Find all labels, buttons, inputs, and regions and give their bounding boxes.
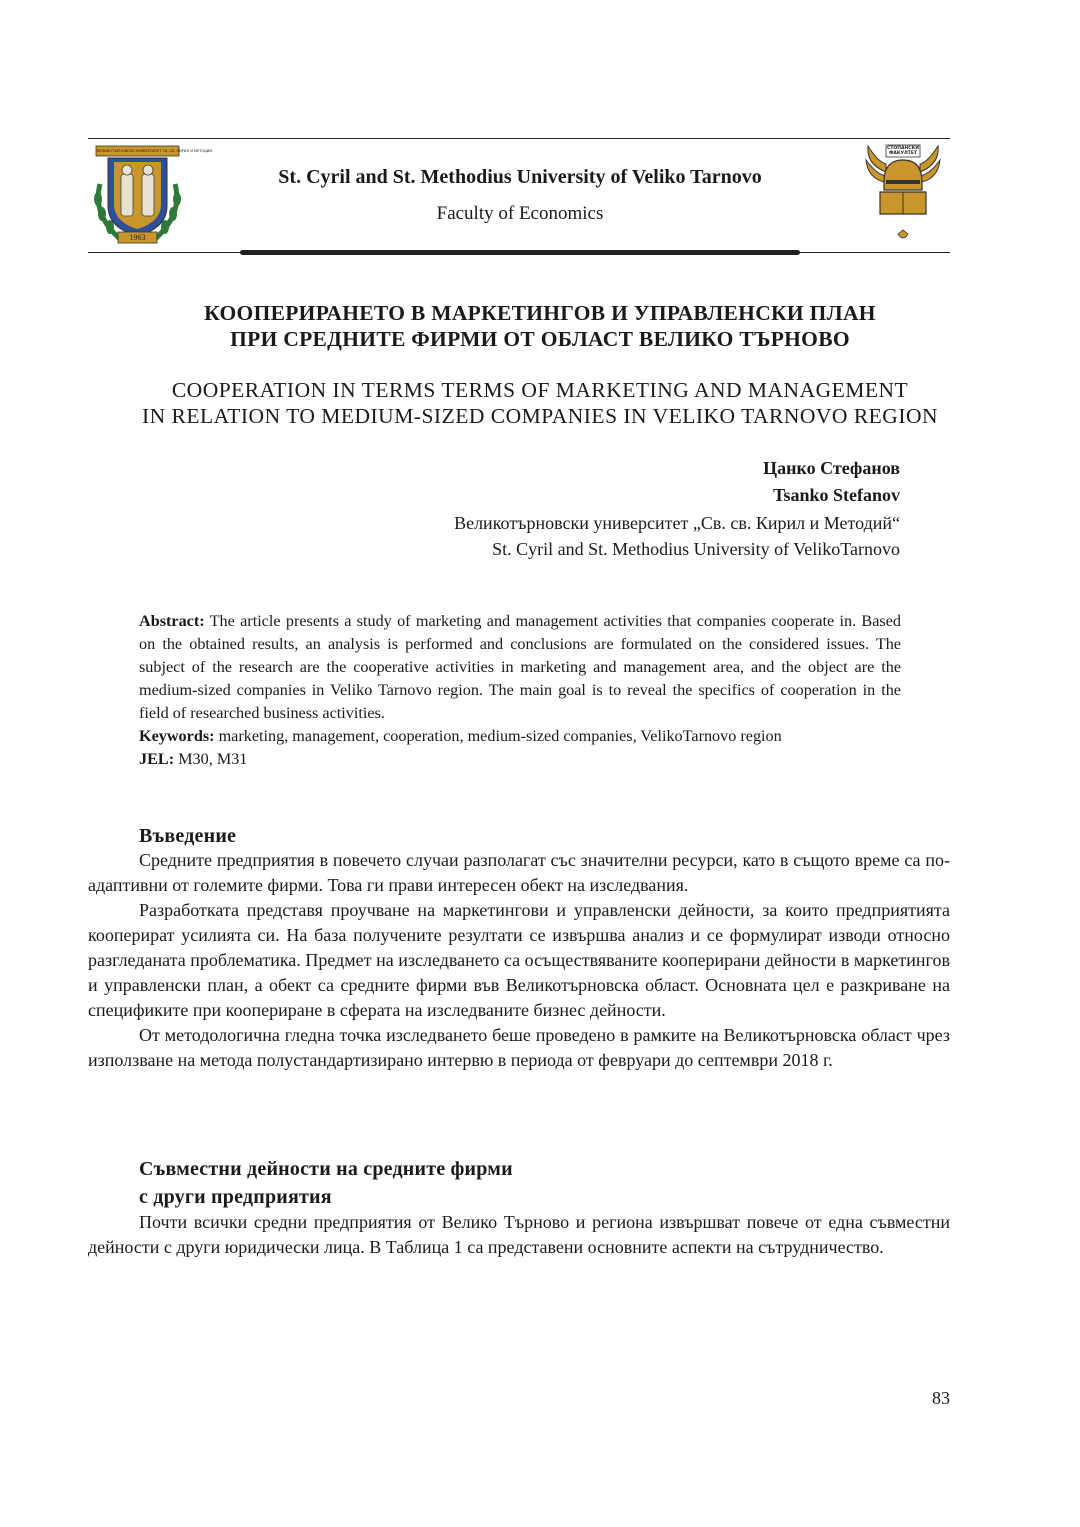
section1-body [88, 848, 950, 1073]
author-affiliation-en: St. Cyril and St. Methodius University of VelikoTarnovo [492, 539, 900, 559]
jel-label: JEL: [139, 750, 175, 768]
section2-paragraph: Почти всички средни предприятия от Велико Търново и региона извършват повече от една съвместни дейности с други юридически лица. В Таблица 1 са представени основните аспекти на сътрудничество. [88, 1212, 950, 1257]
university-logo-banner: ВЕЛИКОТЪРНОВСКИ УНИВЕРСИТЕТ СВ. СВ. КИРИЛ И МЕТОДИЙ [97, 149, 213, 153]
author-name-en: Tsanko Stefanov [773, 485, 900, 505]
keywords-line [139, 725, 901, 748]
section1-paragraph: Разработката представя проучване на маркетингови и управленски дейности, за които предприятията коопeрират усилията си. На база получените резултати се извършва анализ и се формулират изводи относно разгледаната проблематика. Предмет на изследването са осъществяваните кооперирани дейности в маркетингов и управленски план, а обект са средните фирми във Великотърновска област. Основната цел е разкриване на спецификите при коопериране в сферата на изследваните бизнес дейности. [88, 900, 950, 1020]
section2-body [88, 1210, 950, 1260]
section2-heading-line2: с други предприятия [139, 1186, 332, 1208]
university-logo [90, 144, 213, 246]
jel-line [139, 748, 901, 771]
header-university: St. Cyril and St. Methodius University of Veliko Tarnovo [278, 166, 762, 188]
jel-text: M30, M31 [174, 750, 248, 768]
abstract-label: Abstract: [139, 612, 205, 630]
header-top-rule [88, 138, 950, 139]
author-affiliation-bg: Великотърновски университет „Св. св. Кирил и Методий“ [454, 513, 900, 533]
section-heading-joint-activities [139, 1155, 513, 1211]
section1-paragraph: Средните предприятия в повечето случаи разполагат със значителни ресурси, като в същото време са по-адаптивни от големите фирми. Това ги прави интересен обект на изследвания. [88, 850, 950, 895]
keywords-label: Keywords: [139, 727, 215, 745]
header-faculty: Faculty of Economics [436, 203, 604, 224]
faculty-logo-label: СТОПАНСКИ ФАКУЛТЕТ [887, 146, 919, 156]
paper-title-en-line2: IN RELATION TO MEDIUM-SIZED COMPANIES IN VELIKO TARNOVO REGION [141, 404, 939, 428]
keywords-text: marketing, management, cooperation, medium-sized companies, VelikoTarnovo region [214, 727, 782, 745]
paper-title-bg-line1: КООПЕРИРАНЕТО В МАРКЕТИНГОВ И УПРАВЛЕНСКИ ПЛАН [204, 301, 876, 325]
university-logo-year: 1963 [129, 233, 146, 242]
section2-heading-line1: Съвместни дейности на средните фирми [139, 1158, 513, 1180]
paper-title-en [60, 377, 1020, 429]
abstract-block [139, 610, 901, 771]
abstract-text: The article presents a study of marketing and management activities that companies cooperate in. Based on the obtained results, an analysis is performed and conclusions are formulated on the considered issues. The subject of the research are the cooperative activities in marketing and management area, and the object are the medium-sized companies in Veliko Tarnovo region. The main goal is to reveal the specifics of cooperation in the field of researched business activities. [139, 612, 901, 722]
faculty-logo [864, 142, 942, 250]
paper-title-en-line1: COOPERATION IN TERMS TERMS OF MARKETING AND MANAGEMENT [171, 378, 909, 402]
section-heading-introduction: Въведение [139, 825, 237, 847]
paper-title-bg-line2: ПРИ СРЕДНИТЕ ФИРМИ ОТ ОБЛАСТ ВЕЛИКО ТЪРНОВО [230, 327, 850, 351]
abstract-paragraph [139, 610, 901, 725]
header-bottom-thin-rule [88, 252, 950, 253]
author-name-bg: Цанко Стефанов [763, 458, 900, 478]
page-number: 83 [932, 1388, 950, 1408]
paper-title-bg [60, 300, 1020, 352]
section1-paragraph: От методологична гледна точка изследването беше проведено в рамките на Великотърновска област чрез използване на метода полустандартизирано интервю в периода от февруари до септември 2018 г. [88, 1025, 950, 1070]
